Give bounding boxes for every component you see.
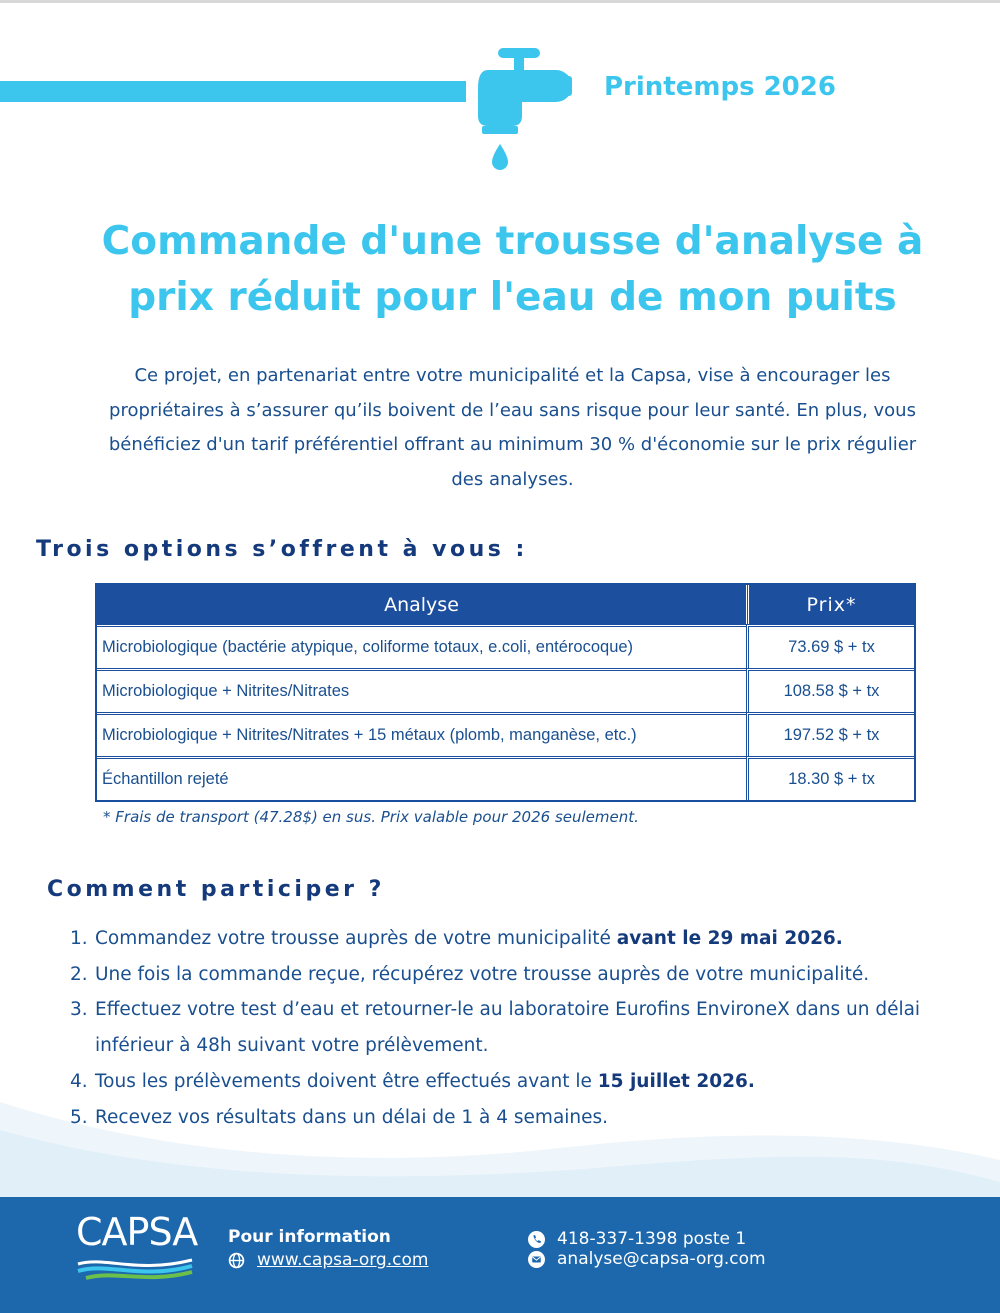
title-line-1: Commande d'une trousse d'analyse à bbox=[101, 219, 924, 264]
steps-list bbox=[70, 921, 970, 1135]
step-text-bold: avant le 29 mai 2026. bbox=[616, 928, 843, 949]
capsa-logo bbox=[76, 1210, 198, 1282]
logo-text: CAPSA bbox=[76, 1210, 198, 1254]
prix-cell: 18.30 $ + tx bbox=[746, 756, 914, 800]
step-text bbox=[95, 957, 970, 993]
step-number: 1. bbox=[70, 928, 88, 949]
intro-line-4: des analyses. bbox=[451, 468, 574, 490]
prix-cell: 108.58 $ + tx bbox=[746, 668, 914, 712]
season-label: Printemps 2026 bbox=[604, 72, 836, 102]
price-note: * Frais de transport (47.28$) en sus. Prix valable pour 2026 seulement. bbox=[103, 808, 639, 826]
mail-icon bbox=[528, 1251, 545, 1268]
step-text bbox=[95, 921, 970, 957]
step-text-regular: Tous les prélèvements doivent être effectués avant le bbox=[95, 1070, 598, 1092]
title-line-2: prix réduit pour l'eau de mon puits bbox=[128, 275, 897, 320]
step-text bbox=[95, 1100, 970, 1136]
price-table bbox=[95, 583, 916, 802]
list-item bbox=[70, 1100, 970, 1136]
faucet-icon bbox=[468, 40, 578, 170]
intro-paragraph bbox=[40, 359, 985, 497]
participate-heading: Comment participer ? bbox=[47, 877, 385, 902]
prix-cell: 197.52 $ + tx bbox=[746, 712, 914, 756]
intro-line-3: bénéficiez d'un tarif préférentiel offrant au minimum 30 % d'économie sur le prix régulier bbox=[108, 434, 917, 455]
list-item bbox=[70, 1064, 970, 1100]
analyse-cell: Microbiologique + Nitrites/Nitrates + 15 métaux (plomb, manganèse, etc.) bbox=[97, 712, 746, 756]
step-text-regular: Commandez votre trousse auprès de votre municipalité bbox=[95, 928, 617, 949]
step-number: 3. bbox=[70, 999, 88, 1021]
list-item bbox=[70, 957, 970, 993]
analyse-cell: Échantillon rejeté bbox=[97, 756, 746, 800]
email-address[interactable]: analyse@capsa-org.com bbox=[557, 1249, 766, 1269]
info-label: Pour information bbox=[228, 1227, 391, 1247]
step-text-regular: Recevez vos résultats dans un délai de 1 à 4 semaines. bbox=[95, 1106, 609, 1128]
list-item bbox=[70, 992, 970, 1063]
top-rule bbox=[0, 0, 1000, 3]
step-text-bold: 15 juillet 2026. bbox=[597, 1070, 755, 1092]
table-row bbox=[97, 756, 914, 800]
table-row bbox=[97, 712, 914, 756]
column-header-analyse: Analyse bbox=[97, 585, 746, 624]
column-header-prix: Prix* bbox=[746, 585, 914, 624]
analyse-cell: Microbiologique + Nitrites/Nitrates bbox=[97, 668, 746, 712]
step-text bbox=[95, 992, 970, 1063]
list-item bbox=[70, 921, 970, 957]
price-table-header-row bbox=[97, 585, 914, 624]
intro-line-2: propriétaires à s’assurer qu’ils boivent de l’eau sans risque pour leur santé. En plus, vous bbox=[109, 399, 916, 421]
step-text bbox=[95, 1064, 970, 1100]
header-accent-bar bbox=[0, 81, 466, 102]
website-link[interactable]: www.capsa-org.com bbox=[257, 1250, 429, 1270]
website-row bbox=[228, 1250, 428, 1270]
email-row bbox=[528, 1249, 766, 1269]
table-row bbox=[97, 668, 914, 712]
options-heading: Trois options s’offrent à vous : bbox=[36, 537, 528, 562]
analyse-cell: Microbiologique (bactérie atypique, coliforme totaux, e.coli, entérocoque) bbox=[97, 624, 746, 668]
prix-cell: 73.69 $ + tx bbox=[746, 624, 914, 668]
step-number: 4. bbox=[70, 1070, 88, 1092]
page-title bbox=[40, 214, 985, 326]
step-number: 5. bbox=[70, 1106, 88, 1128]
logo-wave-icon bbox=[76, 1256, 194, 1282]
globe-icon bbox=[228, 1252, 245, 1269]
step-text-regular: Une fois la commande reçue, récupérez votre trousse auprès de votre municipalité. bbox=[95, 963, 870, 985]
phone-row bbox=[528, 1229, 746, 1249]
phone-number[interactable]: 418-337-1398 poste 1 bbox=[557, 1229, 747, 1249]
step-text-regular: Effectuez votre test d’eau et retourner-le au laboratoire Eurofins EnvironeX dans un délai inférieur à 48h suivant votre prélèvement. bbox=[95, 999, 921, 1057]
table-row bbox=[97, 624, 914, 668]
step-number: 2. bbox=[70, 963, 88, 985]
intro-line-1: Ce projet, en partenariat entre votre municipalité et la Capsa, vise à encourager les bbox=[134, 365, 891, 386]
phone-icon bbox=[528, 1231, 545, 1248]
